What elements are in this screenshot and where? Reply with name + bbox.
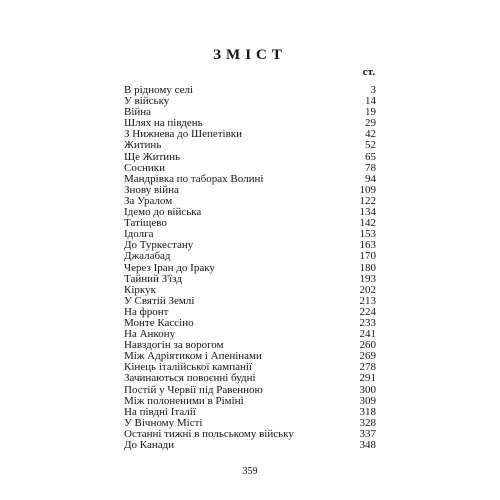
toc-entry-page: 278 <box>359 361 376 374</box>
toc-entry-page: 241 <box>359 328 376 341</box>
toc-entry-page: 170 <box>359 250 376 263</box>
toc-entry <box>124 129 376 140</box>
toc-entry-page: 122 <box>359 194 376 207</box>
toc-entry-title: Знову війна <box>124 183 179 196</box>
toc-entry-title: Зачинаються повоєнні будні <box>124 372 256 385</box>
toc-entry-page: 65 <box>365 150 376 163</box>
toc-entry-title: Ще Житинь <box>124 150 181 163</box>
toc-entry-title: Джалабад <box>124 250 171 263</box>
toc-entry-page: 42 <box>365 128 376 141</box>
toc-entry-title: До Туркестану <box>124 239 194 252</box>
toc-entry-page: 109 <box>359 183 376 196</box>
toc-entry-page: 213 <box>359 294 376 307</box>
page-column-heading: ст. <box>362 66 375 78</box>
toc-entry-title: За Уралом <box>124 194 173 207</box>
toc-entry-page: 19 <box>365 106 376 119</box>
toc-entry-page: 300 <box>359 383 376 396</box>
toc-entry-title: На Анкону <box>124 328 176 341</box>
toc-entry-title: Навздогін за ворогом <box>124 339 224 352</box>
toc-entry-title: В рідному селі <box>124 84 194 96</box>
toc-entry-page: 193 <box>359 272 376 285</box>
toc-entry-page: 233 <box>359 316 376 329</box>
toc-entry-title: Татіщево <box>124 217 167 230</box>
toc-entry <box>124 274 376 285</box>
page-title: ЗМІСТ <box>213 47 287 63</box>
toc-entry-title: У Вічному Місті <box>124 416 203 429</box>
toc-entry-title: Монте Кассіно <box>124 316 194 329</box>
toc-entry-page: 94 <box>365 172 376 185</box>
toc-entry-title: На півдні Італії <box>124 405 196 418</box>
toc-entry <box>124 140 376 151</box>
toc-entry-page: 134 <box>359 206 376 219</box>
toc-entry-page: 291 <box>359 372 376 385</box>
toc-entry-page: 337 <box>359 427 376 440</box>
toc-entry-title: На фронт <box>124 305 169 318</box>
toc-entry-title: Кіркук <box>124 283 156 296</box>
toc-entry-title: Постій у Червії під Равенною <box>124 383 263 396</box>
toc-entry-title: Останні тижні в польському війську <box>124 427 294 440</box>
toc-entry-title: Ідемо до війська <box>124 206 202 219</box>
toc-entry-page: 163 <box>359 239 376 252</box>
toc-entry-page: 348 <box>359 439 376 451</box>
toc-entry-title: З Нижнева до Шепетівки <box>124 128 243 141</box>
toc-entry-title: Тайний З'їзд <box>124 272 182 285</box>
toc-entry-title: Шлях на південь <box>124 117 203 130</box>
toc-entry-page: 153 <box>359 228 376 241</box>
toc-entry-title: Сосники <box>124 161 165 174</box>
toc-entry-title: Кінець італійської кампанії <box>124 361 253 374</box>
toc-entry-page: 260 <box>359 339 376 352</box>
toc-entry <box>124 440 376 451</box>
toc-entry <box>124 263 376 274</box>
toc-entry <box>124 373 376 384</box>
toc-entry-page: 29 <box>365 117 376 130</box>
toc-entry-title: Через Іран до Іраку <box>124 261 215 274</box>
page-number: 359 <box>242 466 258 477</box>
toc-entry-title: Ідолга <box>124 228 154 241</box>
toc-entry-page: 52 <box>365 139 376 152</box>
toc-entry-title: Між полоненими в Ріміні <box>124 394 244 407</box>
toc-entry-page: 309 <box>359 394 376 407</box>
toc-entry-title: У Святій Землі <box>124 294 195 307</box>
toc-entry-page: 3 <box>370 84 376 96</box>
toc-entry-title: Житинь <box>124 139 162 152</box>
toc-entry <box>124 251 376 262</box>
toc-entry <box>124 218 376 229</box>
toc-entry-title: У війську <box>124 95 170 108</box>
toc-entry-page: 142 <box>359 217 376 230</box>
table-of-contents <box>124 85 376 451</box>
toc-entry-title: Між Адріятиком і Апенінами <box>124 350 262 363</box>
toc-entry-title: До Канади <box>124 439 175 451</box>
toc-entry-title: Мандрівка по таборах Волині <box>124 172 264 185</box>
toc-entry <box>124 152 376 163</box>
toc-entry <box>124 96 376 107</box>
toc-entry-title: Війна <box>124 106 152 119</box>
toc-entry-page: 318 <box>359 405 376 418</box>
toc-entry-page: 328 <box>359 416 376 429</box>
toc-entry-page: 78 <box>365 161 376 174</box>
toc-entry-page: 180 <box>359 261 376 274</box>
toc-entry-page: 14 <box>365 95 376 108</box>
toc-entry <box>124 385 376 396</box>
toc-entry-page: 269 <box>359 350 376 363</box>
toc-entry-page: 224 <box>359 305 376 318</box>
toc-entry-page: 202 <box>359 283 376 296</box>
